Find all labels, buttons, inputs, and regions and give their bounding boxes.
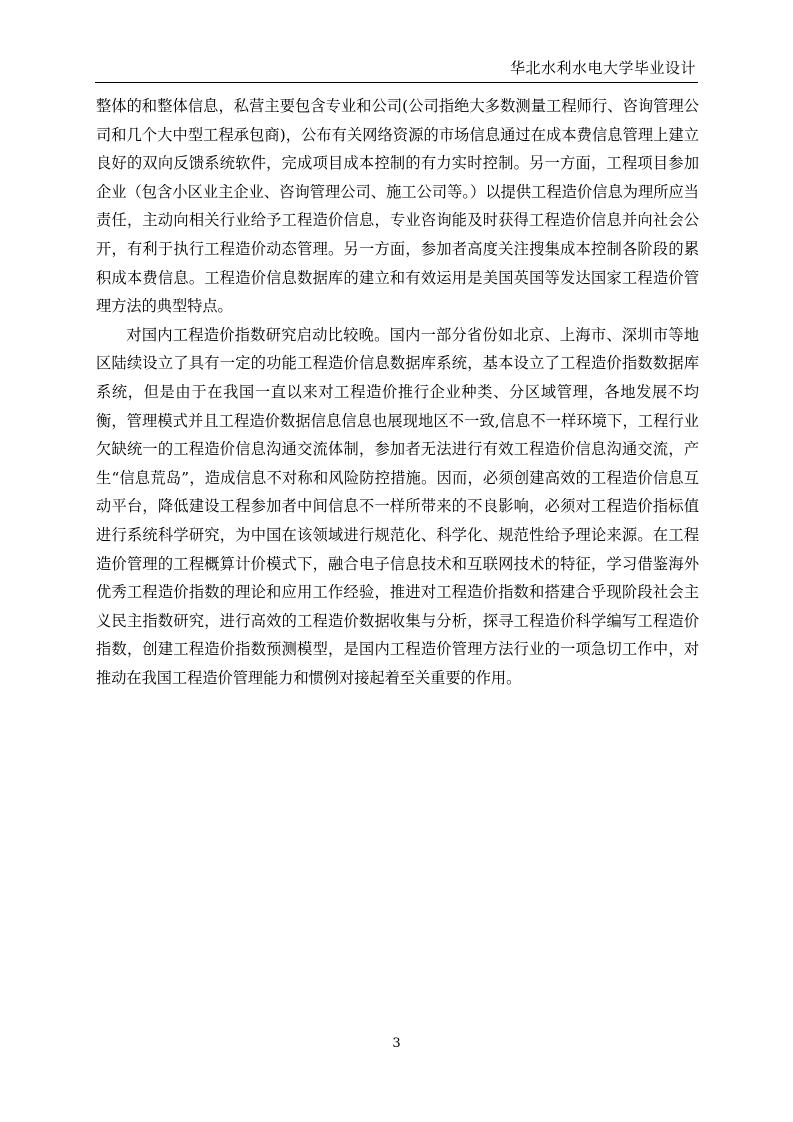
- running-header: 华北水利水电大学毕业设计: [509, 59, 696, 77]
- paragraph-2: 对国内工程造价指数研究启动比较晚。国内一部分省份如北京、上海市、深圳市等地区陆续设立了具有一定的功能工程造价信息数据库系统，基本设立了工程造价指数数据库系统，但是由于在我国一直以来对工程造价推行企业种类、分区域管理，各地发展不均衡，管理模式并且工程造价数据信息信息也展现地区不一致,信息不一样环境下，工程行业欠缺统一的工程造价信息沟通交流体制，参加者无法进行有效工程造价信息沟通交流，产生“信息荒岛”，造成信息不对称和风险防控措施。因而，必须创建高效的工程造价信息互动平台，降低建设工程参加者中间信息不一样所带来的不良影响，必须对工程造价指标值进行系统科学研究，为中国在该领域进行规范化、科学化、规范性给予理论来源。在工程造价管理的工程概算计价模式下，融合电子信息技术和互联网技术的特征，学习借鉴海外优秀工程造价指数的理论和应用工作经验，推进对工程造价指数和搭建合乎现阶段社会主义民主指数研究，进行高效的工程造价数据收集与分析，探寻工程造价科学编写工程造价指数，创建工程造价指数预测模型，是国内工程造价管理方法行业的一项急切工作中，对推动在我国工程造价管理能力和惯例对接起着至关重要的作用。: [96, 325, 699, 687]
- page-number: 3: [392, 1036, 401, 1051]
- body-text: [96, 92, 699, 692]
- paragraph-1: 整体的和整体信息，私营主要包含专业和公司(公司指绝大多数测量工程师行、咨询管理公司和几个大中型工程承包商)，公布有关网络资源的市场信息通过在成本费信息管理上建立良好的双向反馈系统软件，完成项目成本控制的有力实时控制。另一方面，工程项目参加企业（包含小区业主企业、咨询管理公司、施工公司等。）以提供工程造价信息为理所应当责任，主动向相关行业给予工程造价信息，专业咨询能及时获得工程造价信息并向社会公开，有利于执行工程造价动态管理。另一方面，参加者高度关注搜集成本控制各阶段的累积成本费信息。工程造价信息数据库的建立和有效运用是美国英国等发达国家工程造价管理方法的典型特点。: [96, 97, 699, 316]
- header-divider: [95, 82, 698, 83]
